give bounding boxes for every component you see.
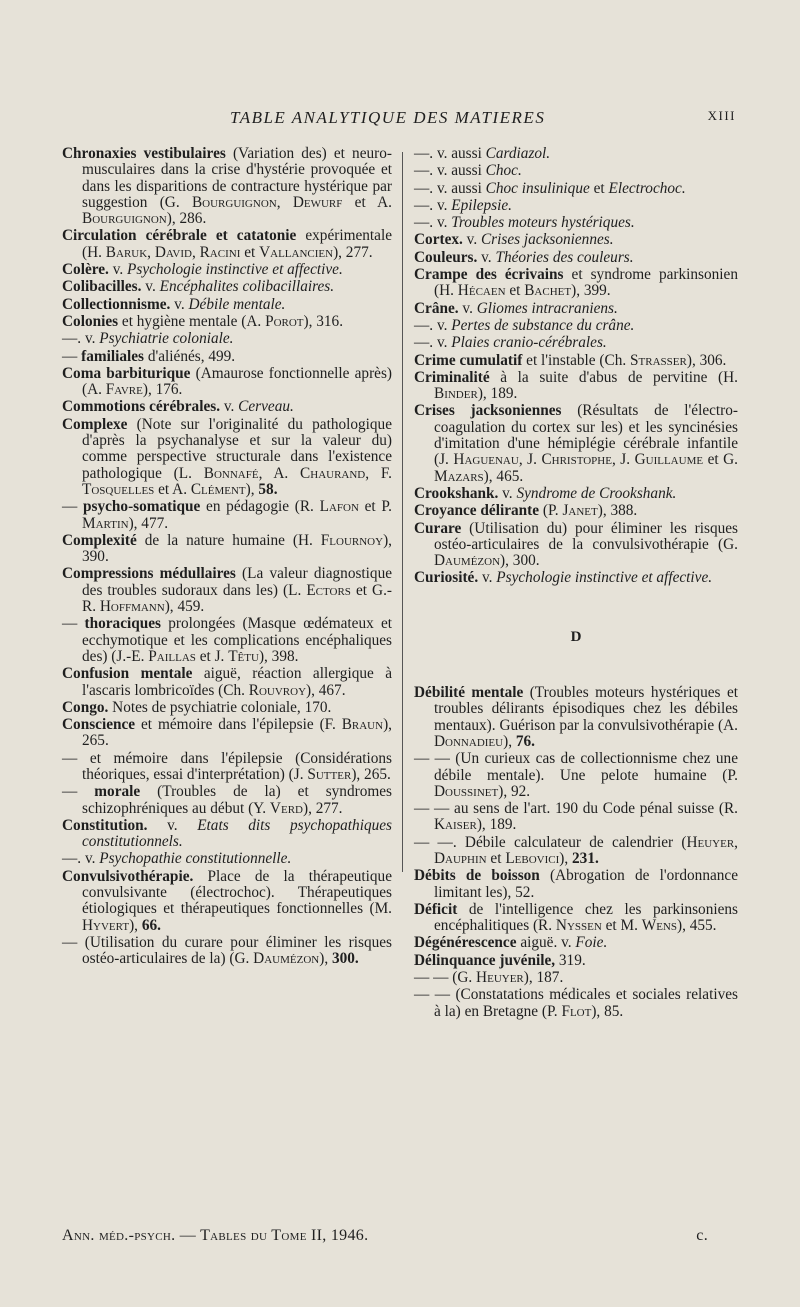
index-entry: Chronaxies vestibulaires (Variation des) et neuro-musculaires dans la crise d'hystérie provoquée et dans les disparitions de contracture hystérique par suggestion (G. Bourguignon, Dewurf et A. Bourguignon), 286.: [62, 145, 392, 228]
index-entry: — psycho-somatique en pédagogie (R. Lafon et P. Martin), 477.: [62, 498, 392, 532]
index-entry: Crampe des écrivains et syndrome parkinsonien (H. Hécaen et Bachet), 399.: [414, 266, 738, 300]
index-entry: — — au sens de l'art. 190 du Code pénal suisse (R. Kaiser), 189.: [414, 800, 738, 834]
index-entry: —. v. aussi Cardiazol.: [414, 145, 551, 162]
index-entry: Compressions médullaires (La valeur diagnostique des troubles sudoraux dans les) (L. Ectors et G.-R. Hoffmann), 459.: [62, 565, 393, 616]
page-footer: [62, 1227, 738, 1245]
index-entry: Colibacilles. v. Encéphalites colibacillaires.: [62, 278, 335, 296]
index-entry: —. v. Pertes de substance du crâne.: [414, 316, 635, 334]
index-entry: Crises jacksoniennes (Résultats de l'électro-coagulation du cortex sur les) et les syncinésies d'imitation d'une hémiplégie cérébrale infantile (J. Haguenau, J. Christophe, J. Guillaume et G. Mazars), 465.: [414, 402, 739, 485]
index-entry: Croyance délirante (P. Janet), 388.: [414, 502, 638, 520]
index-entry: —. v. Troubles moteurs hystériques.: [414, 214, 635, 232]
index-entry: — — (Un curieux cas de collectionnisme chez une débile mentale). Une pelote humaine (P. Doussinet), 92.: [414, 750, 738, 800]
index-entry: Colère. v. Psychologie instinctive et affective.: [62, 261, 343, 279]
index-entry: Constitution. v. Etats dits psychopathiques constitutionnels.: [62, 816, 392, 851]
index-entry: Confusion mentale aiguë, réaction allergique à l'ascaris lombricoïdes (Ch. Rouvroy), 467.: [62, 665, 392, 699]
index-entry: —. v. Psychiatrie coloniale.: [62, 330, 234, 348]
index-entry: Crime cumulatif et l'instable (Ch. Strasser), 306.: [414, 351, 727, 369]
index-entry: Criminalité à la suite d'abus de pervitine (H. Binder), 189.: [414, 368, 738, 403]
left-column: [62, 146, 392, 969]
index-entry: —. v. Epilepsie.: [414, 196, 512, 214]
section-letter: D: [570, 628, 582, 645]
index-entry: —. v. Psychopathie constitutionnelle.: [62, 850, 292, 868]
index-entry: Crâne. v. Gliomes intracraniens.: [414, 299, 618, 317]
index-entry: Complexe (Note sur l'originalité du pathologique d'après la psychanalyse et sur la valeur du) comme perspective structurale dans l'existence pathologique (L. Bonnafé, A. Chaurand, F. Tosquelles et A. Clément), 58.: [62, 415, 392, 498]
index-entry: Circulation cérébrale et catatonie expérimentale (H. Baruk, David, Racini et Vallancien), 277.: [62, 227, 392, 261]
footer-signature: c.: [696, 1227, 708, 1244]
index-entry: Délinquance juvénile, 319.: [414, 951, 586, 969]
index-entry: Commotions cérébrales. v. Cerveau.: [62, 398, 294, 416]
index-entry: — —. Débile calculateur de calendrier (Heuyer, Dauphin et Lebovici), 231.: [414, 833, 738, 867]
right-column: [414, 146, 738, 1021]
index-entry: Collectionnisme. v. Débile mentale.: [62, 295, 286, 313]
index-entry: Déficit de l'intelligence chez les parkinsoniens encéphalitiques (R. Nyssen et M. Wens), 455.: [414, 900, 738, 935]
index-entry: — — (G. Heuyer), 187.: [414, 969, 564, 987]
index-entry: Dégénérescence aiguë. v. Foie.: [414, 934, 608, 952]
index-entry: Congo. Notes de psychiatrie coloniale, 170.: [62, 698, 332, 716]
index-entry: — (Utilisation du curare pour éliminer les risques ostéo-articulaires de la) (G. Daumézon), 300.: [62, 933, 392, 968]
index-entry: Débilité mentale (Troubles moteurs hystériques et troubles délirants épisodiques chez les débiles mentaux). Guérison par la convulsivothérapie (A. Donnadieu), 76.: [414, 684, 739, 750]
index-entry: Couleurs. v. Théories des couleurs.: [414, 248, 634, 266]
footer-citation: Ann. méd.-psych. — Tables du Tome II, 1946.: [62, 1227, 369, 1244]
index-entry: Curiosité. v. Psychologie instinctive et affective.: [414, 569, 713, 587]
index-entry: —. v. Plaies cranio-cérébrales.: [414, 334, 607, 352]
index-entry: Coma barbiturique (Amaurose fonctionnelle après) (A. Favre), 176.: [62, 364, 392, 399]
index-entry: — — (Constatations médicales et sociales relatives à la) en Bretagne (P. Flot), 85.: [414, 986, 738, 1020]
index-entry: —. v. aussi Choc insulinique et Electrochoc.: [414, 179, 686, 197]
index-entry: Curare (Utilisation du) pour éliminer les risques ostéo-articulaires de la convulsivothérapie (G. Daumézon), 300.: [414, 519, 738, 570]
index-entry: Colonies et hygiène mentale (A. Porot), 316.: [62, 312, 344, 330]
index-entry: Complexité de la nature humaine (H. Flournoy), 390.: [62, 531, 392, 566]
index-entry: Cortex. v. Crises jacksoniennes.: [414, 231, 614, 249]
index-entry: Crookshank. v. Syndrome de Crookshank.: [414, 484, 677, 502]
index-entry: —. v. aussi Choc.: [414, 162, 522, 180]
index-entry: Convulsivothérapie. Place de la thérapeutique convulsivante (électrochoc). Thérapeutiques étiologiques et thérapeutiques fonctionnelles (M. Hyvert), 66.: [62, 867, 392, 934]
page-number: XIII: [707, 108, 736, 123]
index-entry: — familiales d'aliénés, 499.: [62, 347, 236, 365]
index-entry: Conscience et mémoire dans l'épilepsie (F. Braun), 265.: [62, 716, 392, 750]
page-title: TABLE ANALYTIQUE DES MATIERES: [230, 108, 546, 127]
index-entry: — et mémoire dans l'épilepsie (Considérations théoriques, essai d'interprétation) (J. Sutter), 265.: [62, 749, 392, 783]
index-entry: — morale (Troubles de la) et syndromes schizophréniques au début (Y. Verd), 277.: [62, 783, 392, 817]
index-entry: — thoraciques prolongées (Masque œdémateux et ecchymotique et les complications encéphaliques des) (J.-E. Paillas et J. Têtu), 398.: [62, 615, 392, 665]
column-divider: [402, 152, 403, 872]
index-entry: Débits de boisson (Abrogation de l'ordonnance limitant les), 52.: [414, 867, 738, 901]
